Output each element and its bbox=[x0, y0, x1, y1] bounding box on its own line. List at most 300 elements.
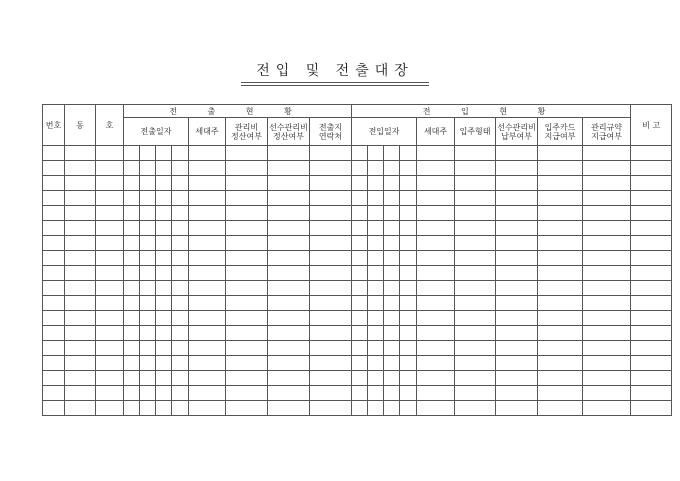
table-cell bbox=[226, 341, 268, 356]
table-row bbox=[43, 296, 672, 311]
table-cell bbox=[583, 266, 631, 281]
header-move-in-group: 전 입 현 황 bbox=[352, 105, 631, 118]
table-cell bbox=[455, 251, 496, 266]
table-cell bbox=[124, 236, 140, 251]
table-cell bbox=[496, 326, 538, 341]
table-cell bbox=[352, 401, 368, 416]
table-cell bbox=[124, 296, 140, 311]
table-cell bbox=[140, 161, 156, 176]
table-cell bbox=[368, 401, 384, 416]
table-cell bbox=[368, 326, 384, 341]
table-cell bbox=[268, 371, 310, 386]
table-cell bbox=[189, 326, 226, 341]
table-cell bbox=[124, 401, 140, 416]
table-cell bbox=[65, 386, 96, 401]
table-cell bbox=[96, 266, 124, 281]
table-cell bbox=[631, 191, 672, 206]
table-cell bbox=[455, 311, 496, 326]
table-cell bbox=[268, 356, 310, 371]
table-cell bbox=[631, 311, 672, 326]
table-cell bbox=[631, 386, 672, 401]
table-cell bbox=[124, 251, 140, 266]
table-cell bbox=[400, 371, 417, 386]
table-cell bbox=[189, 311, 226, 326]
table-cell bbox=[140, 371, 156, 386]
table-cell bbox=[368, 236, 384, 251]
table-cell bbox=[538, 386, 583, 401]
table-cell bbox=[384, 266, 400, 281]
table-cell bbox=[310, 341, 352, 356]
table-cell bbox=[538, 326, 583, 341]
table-cell bbox=[65, 341, 96, 356]
table-cell bbox=[43, 221, 65, 236]
table-cell bbox=[384, 221, 400, 236]
table-row bbox=[43, 326, 672, 341]
table-cell bbox=[417, 371, 455, 386]
table-cell bbox=[496, 281, 538, 296]
table-cell bbox=[156, 176, 172, 191]
table-cell bbox=[189, 251, 226, 266]
table-cell bbox=[631, 221, 672, 236]
table-cell bbox=[417, 161, 455, 176]
table-cell bbox=[583, 371, 631, 386]
table-cell bbox=[226, 326, 268, 341]
table-cell bbox=[352, 251, 368, 266]
table-cell bbox=[631, 371, 672, 386]
table-cell bbox=[172, 341, 189, 356]
table-cell bbox=[400, 311, 417, 326]
table-cell bbox=[384, 281, 400, 296]
table-cell bbox=[400, 266, 417, 281]
table-cell bbox=[43, 191, 65, 206]
title-underline-second bbox=[241, 85, 429, 86]
table-cell bbox=[310, 161, 352, 176]
table-cell bbox=[384, 401, 400, 416]
table-cell bbox=[226, 371, 268, 386]
table-cell bbox=[268, 296, 310, 311]
table-cell bbox=[226, 281, 268, 296]
header-move-in-card-issued bbox=[538, 118, 583, 146]
table-cell bbox=[124, 311, 140, 326]
table-cell bbox=[124, 221, 140, 236]
table-cell bbox=[189, 236, 226, 251]
table-cell bbox=[140, 296, 156, 311]
table-cell bbox=[455, 161, 496, 176]
table-cell bbox=[384, 341, 400, 356]
table-cell bbox=[384, 236, 400, 251]
header-line: 정산여부 bbox=[273, 131, 304, 141]
table-cell bbox=[268, 401, 310, 416]
title-underline bbox=[241, 82, 429, 83]
table-cell bbox=[496, 221, 538, 236]
table-cell bbox=[310, 206, 352, 221]
table-row bbox=[43, 341, 672, 356]
table-cell bbox=[631, 281, 672, 296]
table-cell bbox=[43, 386, 65, 401]
table-cell bbox=[140, 386, 156, 401]
header-line: 선수관리비 bbox=[269, 122, 308, 132]
table-cell bbox=[65, 146, 96, 161]
table-cell bbox=[96, 311, 124, 326]
table-row bbox=[43, 236, 672, 251]
table-cell bbox=[310, 281, 352, 296]
table-cell bbox=[310, 401, 352, 416]
table-cell bbox=[140, 356, 156, 371]
table-cell bbox=[43, 371, 65, 386]
table-cell bbox=[583, 281, 631, 296]
table-cell bbox=[417, 341, 455, 356]
table-cell bbox=[43, 401, 65, 416]
table-cell bbox=[65, 161, 96, 176]
table-cell bbox=[226, 251, 268, 266]
table-cell bbox=[226, 161, 268, 176]
table-cell bbox=[455, 341, 496, 356]
table-cell bbox=[172, 206, 189, 221]
table-cell bbox=[124, 191, 140, 206]
header-move-in-householder: 세대주 bbox=[417, 118, 455, 146]
table-cell bbox=[400, 386, 417, 401]
table-cell bbox=[310, 221, 352, 236]
table-cell bbox=[352, 326, 368, 341]
table-cell bbox=[96, 161, 124, 176]
header-move-out-householder: 세대주 bbox=[189, 118, 226, 146]
table-cell bbox=[156, 326, 172, 341]
table-cell bbox=[368, 311, 384, 326]
table-cell bbox=[226, 266, 268, 281]
table-cell bbox=[96, 371, 124, 386]
table-cell bbox=[384, 326, 400, 341]
table-cell bbox=[226, 296, 268, 311]
table-cell bbox=[455, 221, 496, 236]
table-cell bbox=[124, 356, 140, 371]
table-cell bbox=[496, 206, 538, 221]
table-cell bbox=[189, 386, 226, 401]
table-cell bbox=[43, 326, 65, 341]
table-cell bbox=[352, 311, 368, 326]
table-cell bbox=[417, 401, 455, 416]
table-cell bbox=[172, 266, 189, 281]
table-cell bbox=[496, 296, 538, 311]
table-cell bbox=[124, 161, 140, 176]
table-cell bbox=[631, 356, 672, 371]
table-cell bbox=[384, 311, 400, 326]
table-cell bbox=[417, 206, 455, 221]
table-cell bbox=[172, 386, 189, 401]
table-cell bbox=[352, 266, 368, 281]
table-cell bbox=[226, 401, 268, 416]
table-cell bbox=[538, 146, 583, 161]
table-cell bbox=[65, 371, 96, 386]
table-cell bbox=[96, 281, 124, 296]
table-cell bbox=[631, 266, 672, 281]
table-cell bbox=[96, 401, 124, 416]
table-cell bbox=[352, 191, 368, 206]
table-cell bbox=[268, 206, 310, 221]
table-cell bbox=[140, 236, 156, 251]
table-cell bbox=[268, 161, 310, 176]
table-cell bbox=[583, 191, 631, 206]
table-cell bbox=[124, 266, 140, 281]
table-cell bbox=[496, 266, 538, 281]
table-cell bbox=[172, 356, 189, 371]
table-cell bbox=[631, 176, 672, 191]
table-cell bbox=[400, 161, 417, 176]
table-cell bbox=[310, 371, 352, 386]
table-cell bbox=[455, 401, 496, 416]
table-cell bbox=[172, 251, 189, 266]
table-cell bbox=[310, 236, 352, 251]
table-cell bbox=[268, 251, 310, 266]
table-cell bbox=[96, 296, 124, 311]
table-cell bbox=[268, 236, 310, 251]
table-cell bbox=[226, 356, 268, 371]
table-cell bbox=[368, 161, 384, 176]
table-cell bbox=[368, 191, 384, 206]
table-cell bbox=[65, 251, 96, 266]
table-cell bbox=[368, 386, 384, 401]
header-move-in-prepaid-paid bbox=[496, 118, 538, 146]
table-cell bbox=[124, 371, 140, 386]
table-cell bbox=[65, 191, 96, 206]
header-move-out-fee-settled bbox=[226, 118, 268, 146]
header-line: 전출지 bbox=[318, 122, 343, 132]
table-cell bbox=[226, 221, 268, 236]
table-cell bbox=[156, 281, 172, 296]
table-cell bbox=[368, 356, 384, 371]
table-cell bbox=[172, 176, 189, 191]
table-cell bbox=[400, 356, 417, 371]
table-cell bbox=[140, 281, 156, 296]
table-cell bbox=[172, 311, 189, 326]
table-cell bbox=[631, 251, 672, 266]
table-cell bbox=[417, 251, 455, 266]
table-cell bbox=[226, 191, 268, 206]
table-cell bbox=[538, 371, 583, 386]
table-cell bbox=[368, 371, 384, 386]
table-cell bbox=[268, 386, 310, 401]
table-cell bbox=[384, 356, 400, 371]
header-move-in-type: 입주형태 bbox=[455, 118, 496, 146]
table-cell bbox=[631, 146, 672, 161]
table-cell bbox=[310, 191, 352, 206]
table-cell bbox=[268, 266, 310, 281]
table-cell bbox=[368, 206, 384, 221]
table-cell bbox=[631, 326, 672, 341]
table-cell bbox=[140, 251, 156, 266]
table-cell bbox=[583, 161, 631, 176]
table-cell bbox=[496, 176, 538, 191]
table-cell bbox=[400, 281, 417, 296]
table-cell bbox=[417, 356, 455, 371]
table-cell bbox=[140, 176, 156, 191]
table-cell bbox=[384, 251, 400, 266]
table-cell bbox=[538, 176, 583, 191]
header-move-out-prepaid-settled bbox=[268, 118, 310, 146]
table-cell bbox=[352, 221, 368, 236]
table-cell bbox=[268, 326, 310, 341]
table-cell bbox=[310, 356, 352, 371]
table-cell bbox=[43, 281, 65, 296]
header-line: 납부여부 bbox=[501, 131, 532, 141]
table-cell bbox=[189, 296, 226, 311]
table-cell bbox=[400, 251, 417, 266]
table-cell bbox=[352, 206, 368, 221]
table-cell bbox=[538, 161, 583, 176]
table-cell bbox=[96, 206, 124, 221]
table-cell bbox=[226, 146, 268, 161]
table-cell bbox=[268, 281, 310, 296]
table-cell bbox=[65, 176, 96, 191]
table-cell bbox=[268, 221, 310, 236]
header-line: 지급여부 bbox=[544, 131, 576, 141]
table-cell bbox=[96, 341, 124, 356]
table-cell bbox=[310, 296, 352, 311]
table-cell bbox=[124, 146, 140, 161]
table-cell bbox=[455, 326, 496, 341]
table-cell bbox=[43, 176, 65, 191]
table-cell bbox=[496, 341, 538, 356]
table-cell bbox=[538, 191, 583, 206]
table-cell bbox=[400, 191, 417, 206]
table-cell bbox=[417, 281, 455, 296]
table-cell bbox=[496, 251, 538, 266]
table-cell bbox=[538, 401, 583, 416]
table-cell bbox=[352, 356, 368, 371]
table-cell bbox=[65, 266, 96, 281]
table-cell bbox=[583, 401, 631, 416]
table-cell bbox=[631, 296, 672, 311]
table-cell bbox=[384, 176, 400, 191]
table-cell bbox=[43, 341, 65, 356]
table-cell bbox=[310, 146, 352, 161]
table-cell bbox=[384, 386, 400, 401]
table-cell bbox=[538, 311, 583, 326]
table-row bbox=[43, 191, 672, 206]
table-cell bbox=[455, 356, 496, 371]
table-cell bbox=[400, 206, 417, 221]
table-cell bbox=[455, 146, 496, 161]
header-move-out-contact bbox=[310, 118, 352, 146]
table-cell bbox=[400, 401, 417, 416]
table-cell bbox=[417, 326, 455, 341]
table-cell bbox=[384, 191, 400, 206]
table-cell bbox=[310, 386, 352, 401]
table-cell bbox=[400, 341, 417, 356]
table-cell bbox=[156, 356, 172, 371]
table-row bbox=[43, 251, 672, 266]
table-cell bbox=[65, 221, 96, 236]
table-cell bbox=[538, 206, 583, 221]
table-cell bbox=[417, 191, 455, 206]
table-cell bbox=[368, 251, 384, 266]
table-cell bbox=[140, 401, 156, 416]
table-cell bbox=[189, 176, 226, 191]
table-cell bbox=[140, 326, 156, 341]
table-cell bbox=[631, 401, 672, 416]
table-cell bbox=[368, 296, 384, 311]
table-cell bbox=[156, 266, 172, 281]
table-cell bbox=[352, 236, 368, 251]
table-cell bbox=[268, 176, 310, 191]
table-cell bbox=[583, 296, 631, 311]
table-cell bbox=[417, 236, 455, 251]
table-cell bbox=[496, 236, 538, 251]
table-cell bbox=[172, 236, 189, 251]
table-cell bbox=[65, 356, 96, 371]
header-unit: 호 bbox=[96, 105, 124, 146]
table-cell bbox=[124, 206, 140, 221]
table-cell bbox=[140, 191, 156, 206]
table-cell bbox=[352, 296, 368, 311]
table-cell bbox=[96, 221, 124, 236]
table-row bbox=[43, 161, 672, 176]
table-cell bbox=[352, 281, 368, 296]
table-cell bbox=[583, 221, 631, 236]
table-cell bbox=[43, 161, 65, 176]
table-cell bbox=[368, 176, 384, 191]
table-cell bbox=[96, 236, 124, 251]
table-cell bbox=[156, 401, 172, 416]
table-cell bbox=[226, 176, 268, 191]
header-remarks: 비 고 bbox=[631, 105, 672, 146]
table-cell bbox=[189, 371, 226, 386]
table-cell bbox=[189, 221, 226, 236]
table-cell bbox=[65, 311, 96, 326]
table-cell bbox=[496, 386, 538, 401]
table-cell bbox=[583, 341, 631, 356]
table-cell bbox=[43, 236, 65, 251]
table-cell bbox=[368, 146, 384, 161]
table-cell bbox=[455, 266, 496, 281]
table-cell bbox=[189, 266, 226, 281]
table-cell bbox=[156, 146, 172, 161]
table-cell bbox=[43, 251, 65, 266]
table-cell bbox=[631, 236, 672, 251]
table-cell bbox=[583, 311, 631, 326]
table-cell bbox=[140, 206, 156, 221]
table-cell bbox=[538, 341, 583, 356]
table-cell bbox=[43, 206, 65, 221]
table-row bbox=[43, 146, 672, 161]
table-cell bbox=[172, 371, 189, 386]
header-move-in-rules-issued bbox=[583, 118, 631, 146]
table-cell bbox=[368, 266, 384, 281]
table-cell bbox=[384, 146, 400, 161]
table-cell bbox=[140, 146, 156, 161]
header-line: 입주카드 bbox=[544, 122, 576, 132]
table-cell bbox=[352, 386, 368, 401]
table-cell bbox=[268, 311, 310, 326]
table-cell bbox=[43, 356, 65, 371]
table-cell bbox=[400, 146, 417, 161]
table-cell bbox=[65, 326, 96, 341]
page-title: 전입 및 전출대장 bbox=[256, 63, 414, 79]
table-cell bbox=[96, 146, 124, 161]
table-cell bbox=[400, 236, 417, 251]
table-cell bbox=[352, 341, 368, 356]
table-cell bbox=[583, 176, 631, 191]
header-move-in-date: 전입일자 bbox=[352, 118, 417, 146]
table-row bbox=[43, 386, 672, 401]
table-cell bbox=[538, 296, 583, 311]
table-cell bbox=[156, 206, 172, 221]
table-cell bbox=[455, 281, 496, 296]
table-cell bbox=[400, 176, 417, 191]
table-cell bbox=[65, 236, 96, 251]
table-cell bbox=[156, 191, 172, 206]
table-cell bbox=[368, 341, 384, 356]
table-cell bbox=[352, 161, 368, 176]
